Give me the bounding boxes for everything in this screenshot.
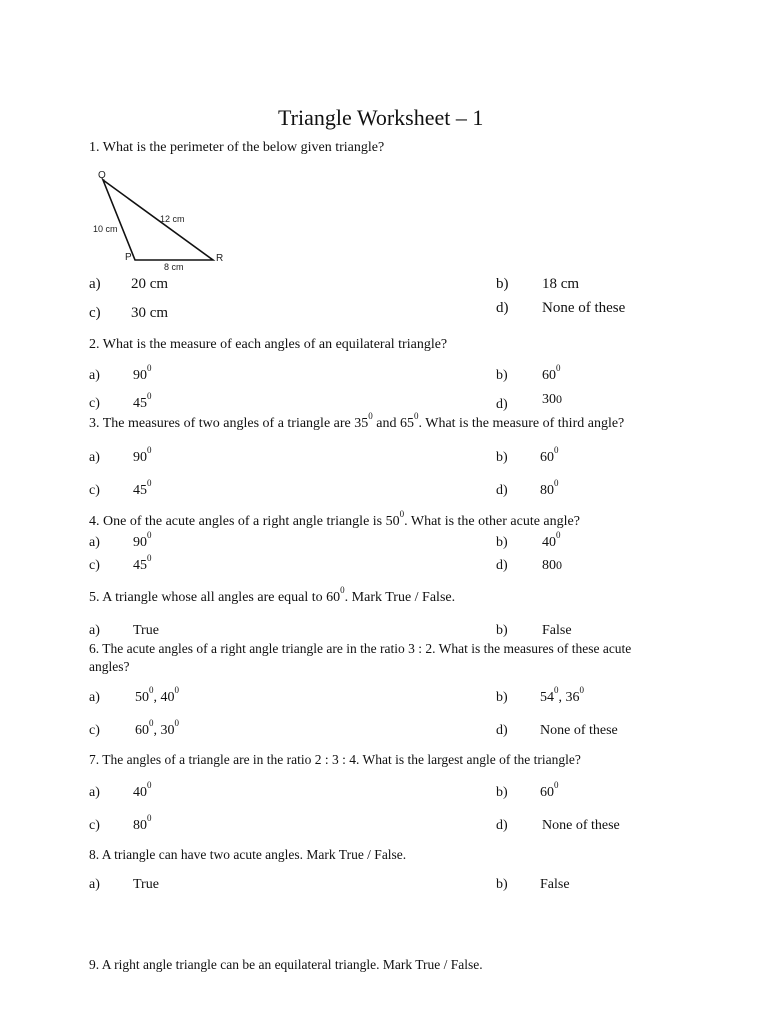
q6-option-b-letter: b) bbox=[496, 690, 508, 705]
q8-option-a: True bbox=[133, 877, 159, 892]
q1-option-b-letter: b) bbox=[496, 276, 509, 292]
q5-option-a-letter: a) bbox=[89, 623, 100, 638]
q8-option-b: False bbox=[540, 877, 570, 892]
q2-option-c-letter: c) bbox=[89, 396, 100, 411]
q1-option-d-letter: d) bbox=[496, 300, 509, 316]
q2-option-a: $90^0$ bbox=[133, 363, 152, 383]
q4-option-b: $40^0$ bbox=[542, 530, 561, 550]
question-8-text: 8. A triangle can have two acute angles. Mark True / False. bbox=[89, 847, 407, 862]
q6-option-c: $60^0$, $30^0$ bbox=[135, 718, 179, 738]
q2-option-a-letter: a) bbox=[89, 368, 100, 383]
question-7-text: 7. The angles of a triangle are in the ratio 2 : 3 : 4. What is the largest angle of the triangle? bbox=[89, 752, 581, 767]
q4-option-c: $45^0$ bbox=[133, 553, 152, 573]
question-4-text: 4. One of the acute angles of a right angle triangle is $50^0$. What is the other acute angle? bbox=[89, 509, 580, 529]
q5-option-b-letter: b) bbox=[496, 623, 508, 638]
q3-option-d: $80^0$ bbox=[540, 478, 559, 498]
triangle-shape bbox=[103, 180, 213, 260]
q2-option-b-letter: b) bbox=[496, 368, 508, 383]
q7-option-a: $40^0$ bbox=[133, 780, 152, 800]
q3-option-a-letter: a) bbox=[89, 450, 100, 465]
worksheet-title: Triangle Worksheet – 1 bbox=[278, 105, 484, 130]
q7-option-b: $60^0$ bbox=[540, 780, 559, 800]
question-9-text: 9. A right angle triangle can be an equilateral triangle. Mark True / False. bbox=[89, 957, 483, 972]
q5-option-b: False bbox=[542, 623, 572, 638]
q3-option-a: $90^0$ bbox=[133, 445, 152, 465]
q3-option-c-letter: c) bbox=[89, 483, 100, 498]
q7-option-d-letter: d) bbox=[496, 818, 508, 833]
q6-option-d: None of these bbox=[540, 723, 618, 738]
q7-option-a-letter: a) bbox=[89, 785, 100, 800]
q6-option-b: $54^0$, $36^0$ bbox=[540, 685, 584, 705]
q4-option-d: 800 bbox=[542, 558, 562, 573]
question-1-text: 1. What is the perimeter of the below given triangle? bbox=[89, 140, 385, 155]
q8-option-b-letter: b) bbox=[496, 877, 508, 892]
q1-option-c: 30 cm bbox=[131, 305, 169, 321]
question-6-text-line-1: 6. The acute angles of a right angle triangle are in the ratio 3 : 2. What is the measures of these acute bbox=[89, 641, 632, 656]
q4-option-c-letter: c) bbox=[89, 558, 100, 573]
question-5-text: 5. A triangle whose all angles are equal to $60^0$. Mark True / False. bbox=[89, 585, 456, 605]
side-qp-label: 10 cm bbox=[93, 224, 118, 234]
q4-option-a: $90^0$ bbox=[133, 530, 152, 550]
side-pr-label: 8 cm bbox=[164, 262, 184, 272]
question-2-text: 2. What is the measure of each angles of an equilateral triangle? bbox=[89, 337, 448, 352]
q6-option-c-letter: c) bbox=[89, 723, 100, 738]
q1-option-a: 20 cm bbox=[131, 276, 169, 292]
side-qr-label: 12 cm bbox=[160, 214, 185, 224]
q2-option-c: $45^0$ bbox=[133, 391, 152, 411]
q1-option-b: 18 cm bbox=[542, 276, 580, 292]
q6-option-d-letter: d) bbox=[496, 723, 508, 738]
q6-option-a-letter: a) bbox=[89, 690, 100, 705]
q3-option-c: $45^0$ bbox=[133, 478, 152, 498]
q3-option-d-letter: d) bbox=[496, 483, 508, 498]
q7-option-b-letter: b) bbox=[496, 785, 508, 800]
q3-option-b: $60^0$ bbox=[540, 445, 559, 465]
question-3-text: 3. The measures of two angles of a triangle are $35^0$ and $65^0$. What is the measure of third angle? bbox=[89, 411, 625, 431]
vertex-q-label: Q bbox=[98, 170, 106, 181]
q1-option-a-letter: a) bbox=[89, 276, 101, 292]
q4-option-a-letter: a) bbox=[89, 535, 100, 550]
vertex-p-label: P bbox=[125, 252, 132, 263]
question-6-text-line-2: angles? bbox=[89, 659, 130, 674]
q1-option-d: None of these bbox=[542, 300, 626, 316]
q2-option-d-letter: d) bbox=[496, 397, 508, 412]
q8-option-a-letter: a) bbox=[89, 877, 100, 892]
triangle-figure bbox=[88, 166, 238, 276]
q7-option-c-letter: c) bbox=[89, 818, 100, 833]
q1-option-c-letter: c) bbox=[89, 305, 101, 321]
vertex-r-label: R bbox=[216, 253, 224, 264]
q4-option-b-letter: b) bbox=[496, 535, 508, 550]
q7-option-d: None of these bbox=[542, 818, 620, 833]
q2-option-b: $60^0$ bbox=[542, 363, 561, 383]
q3-option-b-letter: b) bbox=[496, 450, 508, 465]
q5-option-a: True bbox=[133, 623, 159, 638]
q6-option-a: $50^0$, $40^0$ bbox=[135, 685, 179, 705]
q2-option-d: 300 bbox=[542, 392, 562, 407]
q4-option-d-letter: d) bbox=[496, 558, 508, 573]
q7-option-c: $80^0$ bbox=[133, 813, 152, 833]
